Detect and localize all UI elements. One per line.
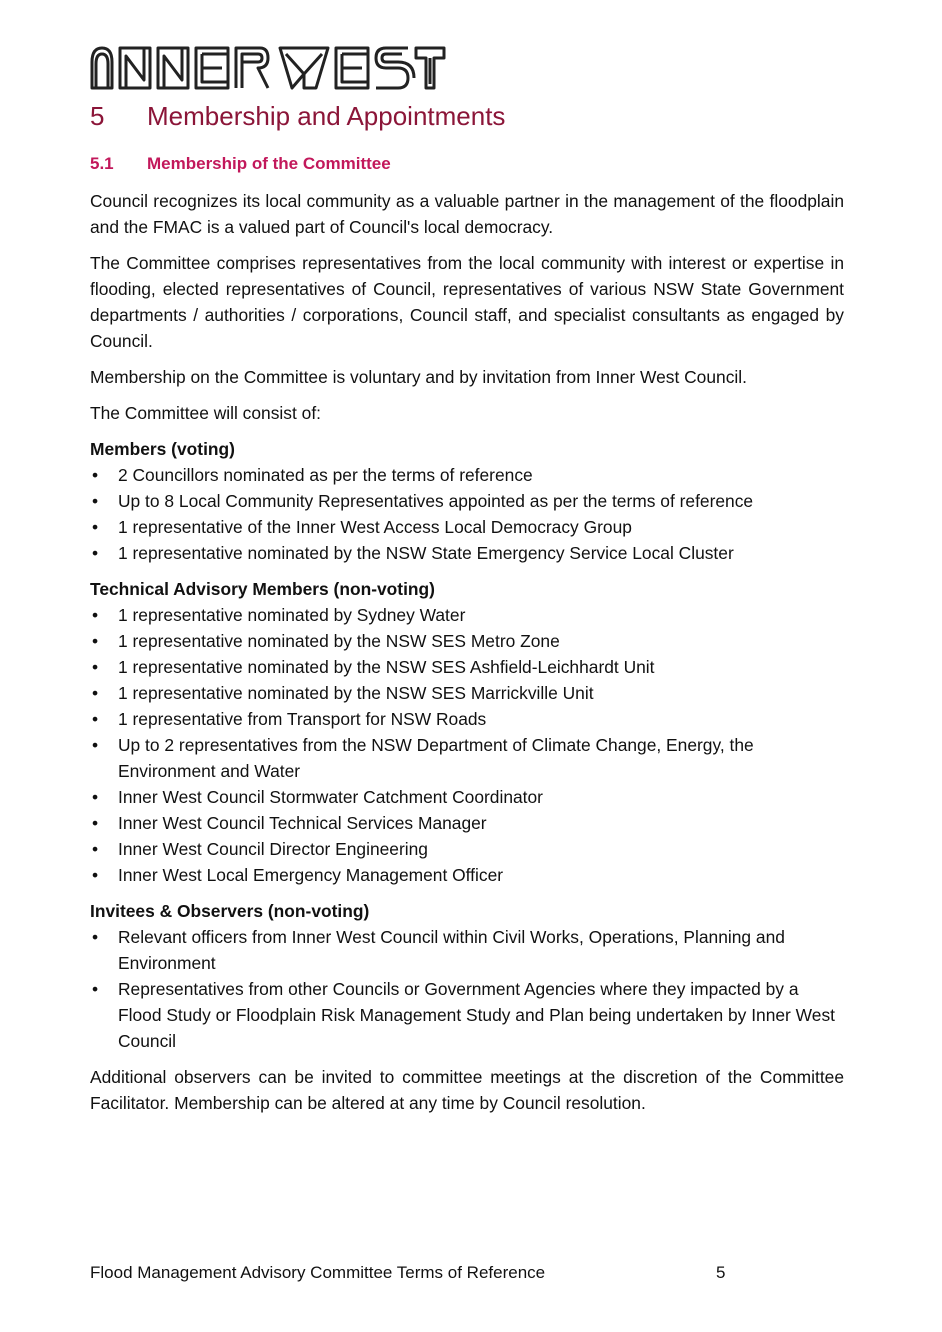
logo-letter-n1 xyxy=(120,48,150,88)
page-number: 5 xyxy=(716,1263,726,1282)
members-voting-list xyxy=(90,462,844,566)
bullet-icon: • xyxy=(91,683,99,703)
list-item: • 1 representative nominated by the NSW State Emergency Service Local Cluster xyxy=(90,540,844,566)
section-heading xyxy=(90,101,505,132)
paragraph-consist-of: The Committee will consist of: xyxy=(90,403,321,423)
paragraph-voluntary-membership: Membership on the Committee is voluntary and by invitation from Inner West Council. xyxy=(90,367,747,387)
bullet-icon: • xyxy=(91,465,99,485)
list-item: • 1 representative nominated by the NSW SES Ashfield-Leichhardt Unit xyxy=(90,654,844,680)
list-item: • Up to 8 Local Community Representatives appointed as per the terms of reference xyxy=(90,488,844,514)
list-item: • Up to 2 representatives from the NSW Department of Climate Change, Energy, the Environment and Water xyxy=(90,732,844,784)
bullet-icon: • xyxy=(91,517,99,537)
bullet-icon: • xyxy=(91,787,99,807)
footer-title: Flood Management Advisory Committee Terms of Reference xyxy=(90,1263,546,1282)
list-item: • 1 representative from Transport for NSW Roads xyxy=(90,706,844,732)
document-body xyxy=(90,188,844,1126)
bullet-icon: • xyxy=(91,605,99,625)
technical-members-heading: Technical Advisory Members (non-voting) xyxy=(90,579,435,599)
list-item: • 1 representative nominated by the NSW SES Marrickville Unit xyxy=(90,680,844,706)
paragraph-committee-composition: The Committee comprises representatives from the local community with interest or expertise in flooding, elected representatives of Council, representatives of various NSW State Government departments / authorities / corporations, Council staff, and specialist consultants as engaged by Council. xyxy=(90,253,844,351)
list-item: • 1 representative nominated by Sydney Water xyxy=(90,602,844,628)
bullet-icon: • xyxy=(91,543,99,563)
paragraph-additional-observers: Additional observers can be invited to committee meetings at the discretion of the Committee Facilitator. Membership can be altered at any time by Council resolution. xyxy=(90,1067,844,1113)
logo-letter-e2 xyxy=(336,48,368,88)
list-item: • Inner West Council Director Engineering xyxy=(90,836,844,862)
paragraph-community-partner: Council recognizes its local community as a valuable partner in the management of the floodplain and the FMAC is a valued part of Council's local democracy. xyxy=(90,191,844,237)
subsection-number: 5.1 xyxy=(90,154,114,173)
subsection-heading xyxy=(90,154,391,174)
list-item: • Inner West Council Technical Services Manager xyxy=(90,810,844,836)
logo-letter-t xyxy=(416,48,444,88)
section-number: 5 xyxy=(90,101,105,131)
list-item: • 2 Councillors nominated as per the terms of reference xyxy=(90,462,844,488)
list-item: • 1 representative of the Inner West Access Local Democracy Group xyxy=(90,514,844,540)
bullet-icon: • xyxy=(91,927,99,947)
bullet-icon: • xyxy=(91,839,99,859)
inner-west-logo xyxy=(90,44,446,95)
bullet-icon: • xyxy=(91,865,99,885)
bullet-icon: • xyxy=(91,979,99,999)
logo-letter-r xyxy=(236,48,268,88)
logo-letter-n2 xyxy=(158,48,188,88)
bullet-icon: • xyxy=(91,813,99,833)
bullet-icon: • xyxy=(91,735,99,755)
bullet-icon: • xyxy=(91,491,99,511)
subsection-title: Membership of the Committee xyxy=(147,154,391,173)
logo-letter-e1 xyxy=(196,48,228,88)
section-title: Membership and Appointments xyxy=(147,101,506,131)
members-voting-heading: Members (voting) xyxy=(90,439,235,459)
logo-letter-i xyxy=(92,48,112,88)
list-item: • 1 representative nominated by the NSW SES Metro Zone xyxy=(90,628,844,654)
list-item: • Representatives from other Councils or Government Agencies where they impacted by a Flood Study or Floodplain Risk Management Study and Plan being undertaken by Inner West Council xyxy=(90,976,844,1054)
technical-members-list xyxy=(90,602,844,888)
list-item: • Inner West Local Emergency Management Officer xyxy=(90,862,844,888)
bullet-icon: • xyxy=(91,631,99,651)
list-item: • Relevant officers from Inner West Council within Civil Works, Operations, Planning and Environment xyxy=(90,924,844,976)
bullet-icon: • xyxy=(91,709,99,729)
list-item: • Inner West Council Stormwater Catchment Coordinator xyxy=(90,784,844,810)
logo-letter-w xyxy=(280,48,328,88)
bullet-icon: • xyxy=(91,657,99,677)
invitees-heading: Invitees & Observers (non-voting) xyxy=(90,901,370,921)
page-footer xyxy=(90,1263,726,1283)
logo-letter-s xyxy=(376,48,414,88)
invitees-list xyxy=(90,924,844,1054)
